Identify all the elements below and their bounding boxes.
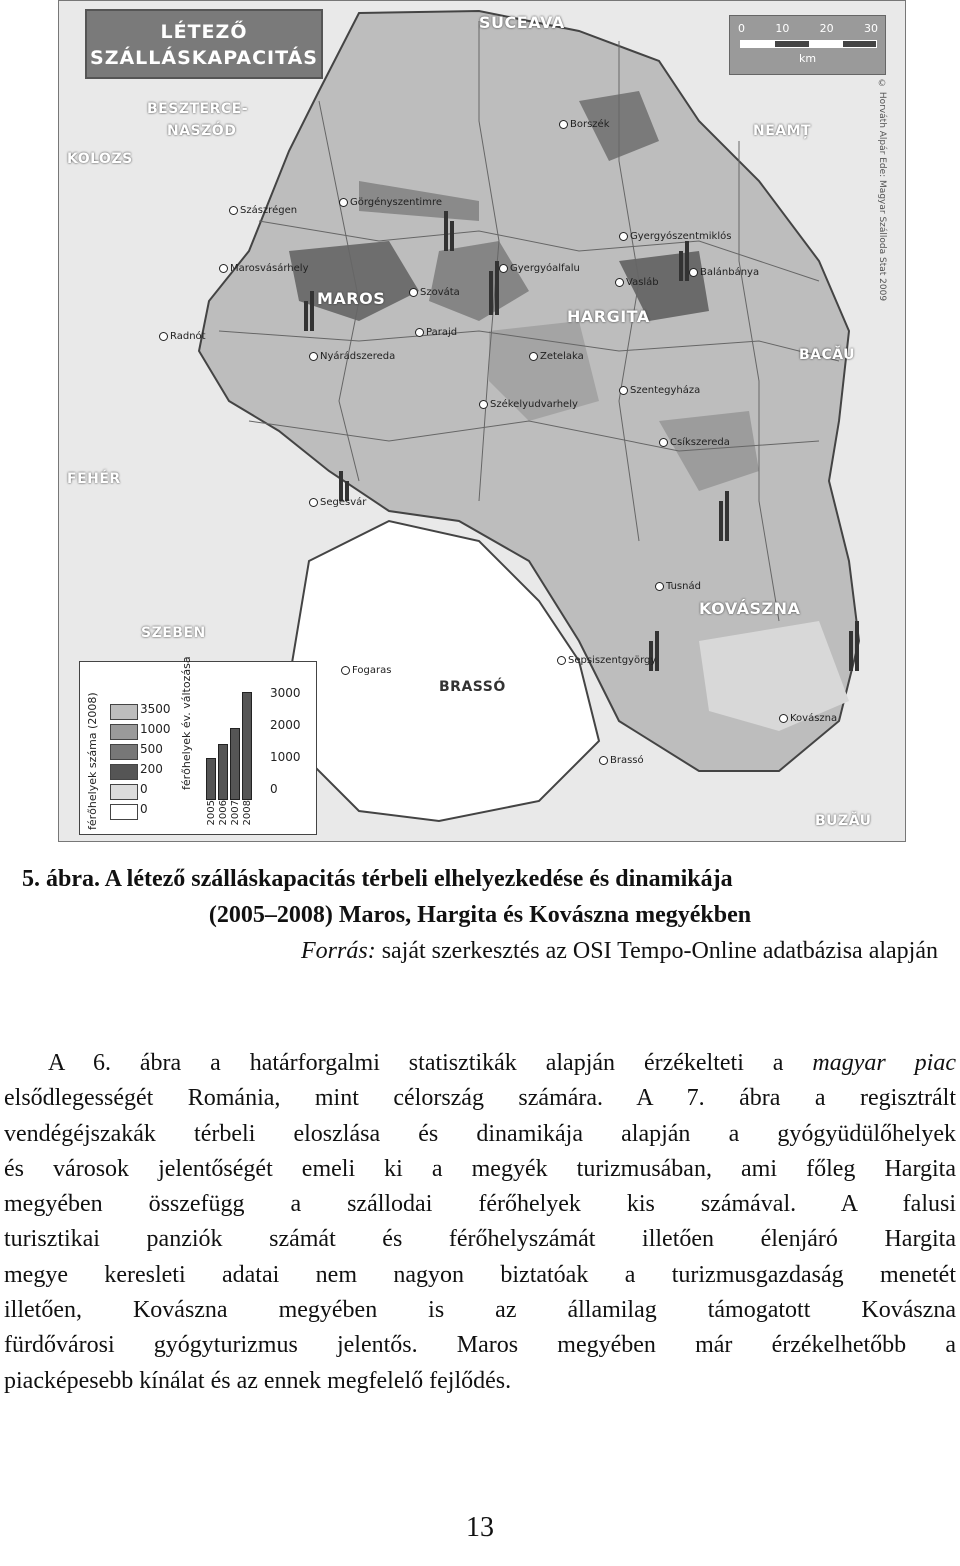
legend-swatch <box>110 804 138 820</box>
town-dot-icon <box>619 386 628 395</box>
legend-right-label: férőhelyek év. változása <box>180 656 193 790</box>
county-label-neamt: NEAMȚ <box>753 123 812 139</box>
town-dot-icon <box>219 264 228 273</box>
town-label: Kovászna <box>779 713 837 724</box>
town-label: Tusnád <box>655 581 701 592</box>
town-dot-icon <box>409 288 418 297</box>
legend-axis-tick: 2000 <box>270 718 301 732</box>
body-line: megyében összefügg a szállodai férőhelyek kis számával. A falusi <box>4 1191 956 1218</box>
county-label-buzau: BUZĂU <box>815 813 872 829</box>
scale-unit: km <box>798 52 817 65</box>
town-dot-icon <box>479 400 488 409</box>
map-figure <box>58 0 906 842</box>
emphasis-text: magyar piac <box>812 1050 956 1076</box>
body-line: A 6. ábra a határforgalmi statisztikák alapján érzékelteti a magyar piac <box>48 1050 956 1076</box>
town-label: Parajd <box>415 327 457 338</box>
county-label-kolozs: KOLOZS <box>67 151 133 167</box>
legend-axis-tick: 0 <box>270 782 278 796</box>
town-dot-icon <box>615 278 624 287</box>
town-label: Nyárádszereda <box>309 351 395 362</box>
town-label: Székelyudvarhely <box>479 399 578 410</box>
town-label: Zetelaka <box>529 351 584 362</box>
county-label-naszod: NASZÓD <box>167 123 237 139</box>
county-label-beszterce: BESZTERCE- <box>147 101 249 117</box>
town-label: Csíkszereda <box>659 437 730 448</box>
town-dot-icon <box>779 714 788 723</box>
legend-bar-2008 <box>242 692 252 800</box>
town-label: Sepsiszentgyörgy <box>557 655 656 666</box>
legend-class-label: 200 <box>140 762 163 776</box>
body-line: illetően, Kovászna megyében is az államilag támogatott Kovászna <box>4 1297 956 1324</box>
scale-ticks <box>738 22 878 35</box>
town-label: Marosvásárhely <box>219 263 308 274</box>
scale-tick: 0 <box>738 22 745 35</box>
legend-year: 2005 <box>206 800 217 826</box>
town-label: Balánbánya <box>689 267 759 278</box>
body-line: turisztikai panziók számát és férőhelyszámát illetően élenjáró Hargita <box>4 1226 956 1253</box>
body-line: és városok jelentőségét emeli ki a megyék turizmusában, ami főleg Hargita <box>4 1155 956 1182</box>
town-dot-icon <box>415 328 424 337</box>
legend-left-label: férőhelyek száma (2008) <box>86 692 99 830</box>
town-label: Gyergyószentmiklós <box>619 231 731 242</box>
county-label-suceava: SUCEAVA <box>479 13 565 32</box>
legend-axis-tick: 3000 <box>270 686 301 700</box>
town-dot-icon <box>557 656 566 665</box>
source-label: Forrás: <box>301 938 376 964</box>
legend-swatch <box>110 704 138 720</box>
town-dot-icon <box>659 438 668 447</box>
scale-line <box>740 40 877 48</box>
legend-bar-2007 <box>230 728 240 800</box>
county-label-kovaszna: KOVÁSZNA <box>699 599 801 618</box>
body-line: piacképesebb kínálat és az ennek megfelelő fejlődés. <box>4 1367 512 1394</box>
legend-class-label: 3500 <box>140 702 171 716</box>
legend-class-label: 0 <box>140 802 148 816</box>
town-dot-icon <box>499 264 508 273</box>
town-label: Szentegyháza <box>619 385 700 396</box>
town-dot-icon <box>309 498 318 507</box>
legend-year: 2008 <box>242 800 253 826</box>
legend-swatch <box>110 784 138 800</box>
body-line: vendégéjszakák térbeli eloszlása és dinamikája alapján a gyógyüdülőhelyek <box>4 1120 956 1147</box>
body-paragraph <box>4 1046 956 1399</box>
legend-year: 2006 <box>218 800 229 826</box>
town-dot-icon <box>159 332 168 341</box>
town-label: Szováta <box>409 287 460 298</box>
town-dot-icon <box>529 352 538 361</box>
town-label: Fogaras <box>341 665 391 676</box>
map-legend <box>79 656 317 835</box>
legend-swatch <box>110 764 138 780</box>
town-label: Segesvár <box>309 497 366 508</box>
map-title <box>85 9 323 79</box>
county-label-hargita: HARGITA <box>567 307 650 326</box>
county-label-szeben: SZEBEN <box>141 625 206 641</box>
town-label: Brassó <box>599 755 644 766</box>
body-line: megye keresleti adatai nem nagyon biztatóak a turizmusgazdaság menetét <box>4 1261 956 1288</box>
town-dot-icon <box>339 198 348 207</box>
source-text: saját szerkesztés az OSI Tempo-Online adatbázisa alapján <box>375 938 938 964</box>
legend-bar-2005 <box>206 758 216 800</box>
county-label-feher: FEHÉR <box>67 471 121 487</box>
town-label: Vasláb <box>615 277 659 288</box>
county-label-bacau: BACĂU <box>799 347 856 363</box>
scale-tick: 10 <box>775 22 790 35</box>
town-label: Szászrégen <box>229 205 297 216</box>
town-label: Borszék <box>559 119 610 130</box>
town-dot-icon <box>309 352 318 361</box>
legend-year: 2007 <box>230 800 241 826</box>
legend-swatch <box>110 724 138 740</box>
body-line: fürdővárosi gyógyturizmus jelentős. Maros megyében már érzékelhetőbb a <box>4 1332 956 1359</box>
scale-bar <box>729 15 886 75</box>
figure-caption-title: 5. ábra. A létező szálláskapacitás térbeli elhelyezkedése és dinamikája <box>22 866 733 892</box>
scale-tick: 20 <box>819 22 834 35</box>
scale-tick: 30 <box>863 22 878 35</box>
figure-caption-source <box>0 938 960 965</box>
legend-swatch <box>110 744 138 760</box>
figure-caption-subtitle: (2005–2008) Maros, Hargita és Kovászna megyékben <box>208 902 752 928</box>
legend-bar-2006 <box>218 744 228 800</box>
map-title-line: LÉTEZŐ <box>160 21 248 43</box>
county-label-brasso: BRASSÓ <box>439 679 506 695</box>
town-dot-icon <box>229 206 238 215</box>
legend-class-label: 0 <box>140 782 148 796</box>
town-label: Gyergyóalfalu <box>499 263 580 274</box>
body-line: elsődlegességét Románia, mint célország számára. A 7. ábra a regisztrált <box>4 1085 956 1112</box>
legend-class-label: 500 <box>140 742 163 756</box>
county-label-maros: MAROS <box>317 289 386 308</box>
town-dot-icon <box>619 232 628 241</box>
town-dot-icon <box>599 756 608 765</box>
town-dot-icon <box>341 666 350 675</box>
map-credit-note: © Horváth Alpár Ede: Magyar Szálloda Stat 2009 <box>877 79 887 302</box>
town-dot-icon <box>689 268 698 277</box>
town-dot-icon <box>655 582 664 591</box>
town-dot-icon <box>559 120 568 129</box>
town-label: Radnót <box>159 331 206 342</box>
page-number: 13 <box>466 1512 494 1543</box>
legend-axis-tick: 1000 <box>270 750 301 764</box>
town-label: Görgényszentimre <box>339 197 442 208</box>
map-title-line: SZÁLLÁSKAPACITÁS <box>90 47 318 69</box>
legend-class-label: 1000 <box>140 722 171 736</box>
